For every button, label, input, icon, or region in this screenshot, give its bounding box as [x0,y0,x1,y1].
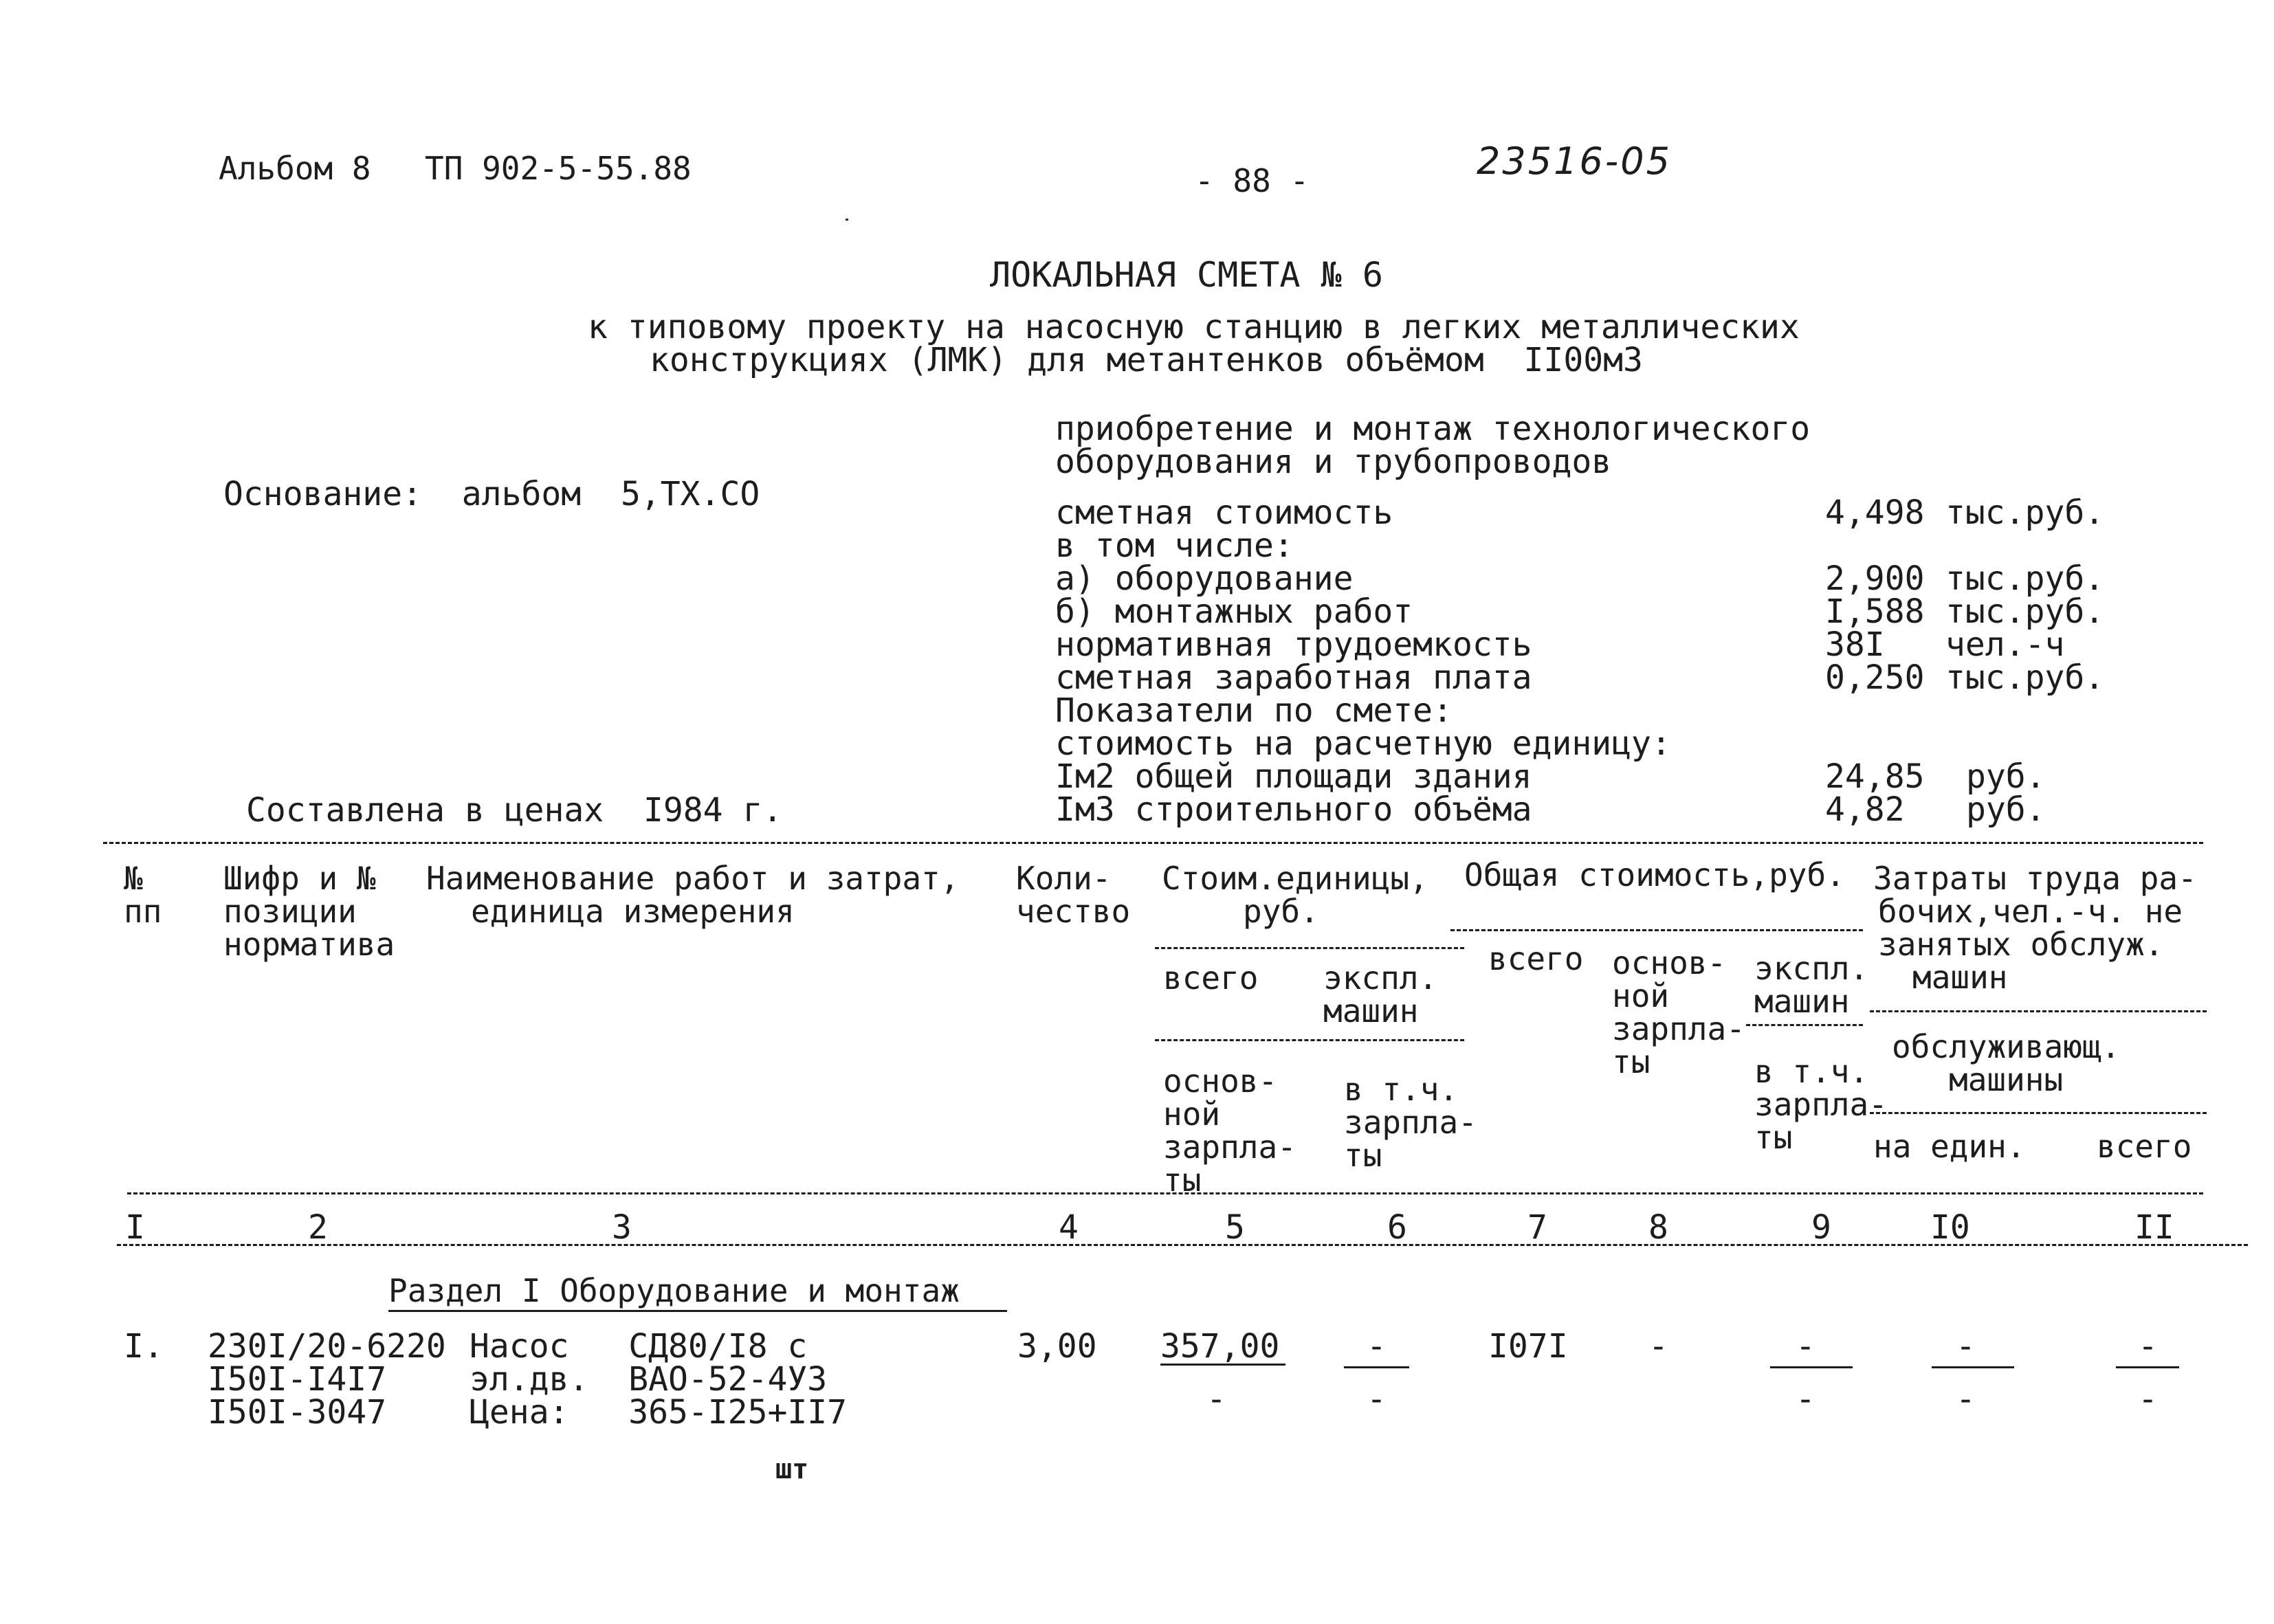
row-unit-machines: - [1367,1327,1387,1366]
column-number: I0 [1930,1208,1970,1247]
total-incl-wage-header: зарпла- [1754,1086,1888,1123]
section-title-underline [388,1310,1007,1312]
summary-label: а) оборудование [1055,559,1354,598]
subject-line-2: оборудования и трубопроводов [1055,443,1612,481]
column-number: 9 [1811,1208,1831,1247]
column-number: 4 [1059,1208,1079,1247]
col-num-header: пп [124,893,162,930]
column-number-rule [117,1244,2248,1246]
title-line-2: конструкциях (ЛМК) для метантенков объёмом II00м3 [650,341,1643,379]
summary-label: сметная заработная плата [1055,658,1532,697]
labor-service-header: обслуживающ. [1892,1028,2121,1065]
total-incl-wage-header: в т.ч. [1754,1053,1869,1090]
row-name: Насос СД80/I8 с [470,1327,808,1366]
subject-line-1: приобретение и монтаж технологического [1055,410,1811,448]
column-number: 2 [308,1208,328,1247]
labor-header: занятых обслуж. [1878,926,2164,963]
summary-label: в том числе: [1055,526,1294,565]
project-code: ТП 902-5-55.88 [425,150,692,187]
col-code-header: позиции [223,893,357,930]
column-number: II [2134,1208,2174,1247]
labor-header: машин [1912,959,2008,996]
unit-incl-wage-header: зарпла- [1344,1104,1477,1141]
summary-unit: тыс.руб. [1945,658,2105,697]
service-underline [2116,1366,2179,1368]
labor-per-unit-header: на един. [1873,1128,2026,1165]
summary-label: сметная стоимость [1055,493,1393,532]
section-title: Раздел I Оборудование и монтаж [388,1272,960,1309]
col-num-header: № [124,860,143,897]
col-qty-header: чество [1016,893,1131,930]
labor-header: бочих,чел.-ч. не [1878,893,2183,930]
col-name-header: единица измерения [471,893,795,930]
labor-header: Затраты труда ра- [1873,860,2197,897]
labor-total-header: всего [2097,1128,2192,1165]
row-unit-incl-wage: - [1367,1380,1387,1419]
summary-value: I,588 [1825,592,1925,631]
album-label: Альбом 8 [219,150,371,187]
row-code: 230I/20-6220 [208,1327,446,1366]
labor-rule [1870,1010,2207,1012]
summary-value: 24,85 [1825,757,1925,796]
total-machines-header: машин [1754,983,1850,1020]
summary-unit: тыс.руб. [1945,592,2105,631]
row-unit-total: 357,00 [1160,1327,1280,1366]
row-total-machines: - [1796,1327,1815,1366]
total-wage-header: зарпла- [1612,1010,1745,1047]
column-number: 7 [1527,1208,1547,1247]
unit-machines-underline [1344,1366,1409,1368]
summary-value: 0,250 [1825,658,1925,697]
total-sub-rule [1746,1024,1863,1026]
row-service-total: - [2138,1380,2158,1419]
total-wage-header: основ- [1612,944,1727,981]
summary-value: 4,82 [1825,790,1905,829]
row-number: I. [124,1327,164,1366]
unit-wage-header: зарпла- [1163,1128,1296,1166]
column-number: 3 [612,1208,632,1247]
row-total: I07I [1488,1327,1568,1366]
unit-incl-wage-header: ты [1344,1137,1382,1174]
row-total-incl-wage: - [1796,1380,1815,1419]
row-unit: шт [775,1454,809,1485]
unit-wage-header: ной [1163,1095,1221,1133]
total-wage-header: ной [1612,977,1670,1014]
total-incl-wage-header: ты [1754,1119,1793,1156]
row-quantity: 3,00 [1017,1327,1097,1366]
row-unit-wage: - [1206,1380,1226,1419]
unit-cost-header: Стоим.единицы, [1162,860,1428,897]
estimate-title: ЛОКАЛЬНАЯ СМЕТА № 6 [990,255,1383,295]
summary-unit: руб. [1966,757,2046,796]
summary-label: Показатели по смете: [1055,691,1453,730]
summary-label: Iм3 строительного объёма [1055,790,1532,829]
column-number: 5 [1225,1208,1245,1247]
unit-cost-header: руб. [1243,893,1319,930]
unit-wage-header: основ- [1163,1063,1278,1100]
summary-unit: чел.-ч [1945,625,2065,664]
col-code-header: норматива [223,926,395,963]
table-top-rule [103,842,2203,844]
summary-value: 4,498 [1825,493,1925,532]
unit-sub-rule [1155,1039,1464,1041]
summary-label: б) монтажных работ [1055,592,1413,631]
row-code: I50I-I4I7 [208,1360,387,1399]
summary-label: нормативная трудоемкость [1055,625,1532,664]
unit-total-header: всего [1163,959,1259,997]
col-code-header: Шифр и № [223,860,376,897]
summary-unit: руб. [1966,790,2046,829]
total-wage-header: ты [1612,1043,1651,1080]
summary-label: стоимость на расчетную единицу: [1055,724,1671,763]
column-number: I [125,1208,145,1247]
row-total-wage: - [1648,1327,1668,1366]
unit-incl-wage-header: в т.ч. [1344,1071,1459,1108]
labor-underline [1932,1366,2014,1368]
total-all-header: всего [1488,940,1584,977]
unit-cost-rule [1155,947,1464,949]
col-name-header: Наименование работ и затрат, [426,860,960,897]
summary-value: 38I [1825,625,1885,664]
row-service-unit: - [2138,1327,2158,1366]
col-qty-header: Коли- [1016,860,1112,897]
labor-service-header: машины [1949,1061,2064,1098]
unit-machines-header: экспл. [1323,959,1438,997]
unit-wage-header: ты [1163,1161,1202,1199]
row-labor: - [1956,1327,1976,1366]
unit-total-underline [1160,1364,1285,1366]
title-line-1: к типовому проекту на насосную станцию в легких металлических [588,308,1800,346]
row-labor-sub: - [1956,1380,1976,1419]
unit-machines-header: машин [1323,992,1419,1030]
service-rule [1870,1112,2207,1114]
page-number: - 88 - [1195,162,1310,199]
handwritten-code: 23516-05 [1477,140,1672,183]
summary-label: Iм2 общей площади здания [1055,757,1532,796]
summary-unit: тыс.руб. [1945,493,2105,532]
column-number: 8 [1648,1208,1668,1247]
total-machines-underline [1770,1366,1853,1368]
column-number: 6 [1387,1208,1407,1247]
row-code: I50I-3047 [208,1393,387,1432]
basis-text: Основание: альбом 5,ТХ.СО [223,475,760,513]
summary-value: 2,900 [1825,559,1925,598]
total-cost-rule [1450,929,1863,931]
speck [846,219,848,221]
total-machines-header: экспл. [1754,950,1869,987]
total-cost-header: Общая стоимость,руб. [1464,856,1845,893]
row-name: эл.дв. ВАО-52-4У3 [470,1360,828,1399]
compiled-prices: Составлена в ценах I984 г. [246,791,783,830]
summary-unit: тыс.руб. [1945,559,2105,598]
row-name: Цена: 365-I25+II7 [470,1393,848,1432]
